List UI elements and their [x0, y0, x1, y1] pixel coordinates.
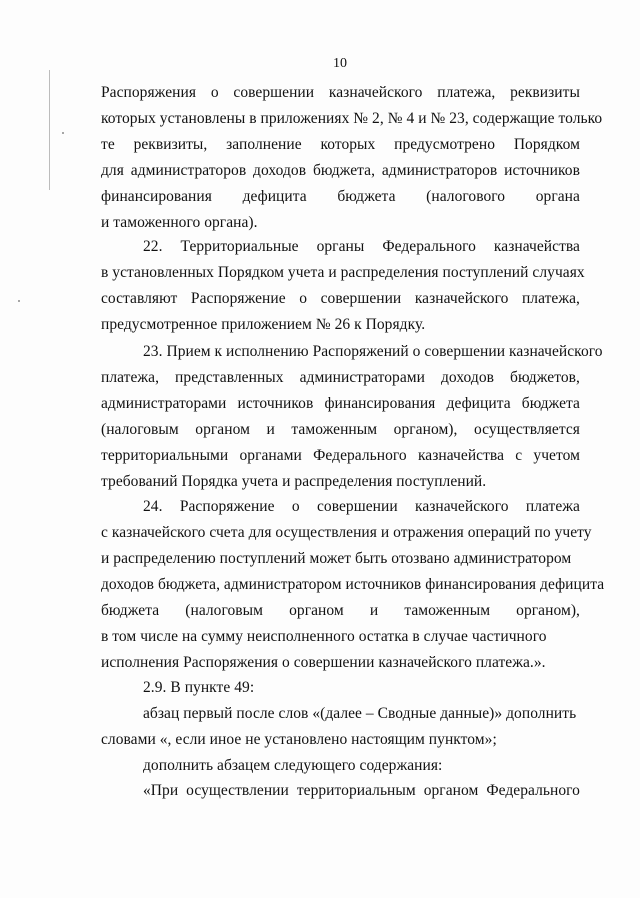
- word: платежа: [525, 498, 580, 515]
- word: источников: [504, 162, 580, 179]
- text-line: [101, 136, 580, 154]
- word: с: [515, 447, 523, 464]
- scan-speck: [62, 132, 64, 134]
- word: заполнение: [226, 136, 302, 153]
- text-line: 2.9. В пункте 49:: [143, 679, 255, 696]
- text-line: абзац первый после слов «(далее – Сводные данные)» дополнить: [143, 705, 577, 722]
- text-line: требований Порядка учета и распределения поступлений.: [101, 473, 487, 490]
- word: составляют: [101, 290, 178, 307]
- text-line: [143, 782, 580, 800]
- text-line: [101, 290, 580, 308]
- text-line: [101, 369, 580, 387]
- word: финансирования: [101, 188, 212, 205]
- text-line: и таможенного органа).: [101, 214, 258, 231]
- word: для: [101, 162, 124, 179]
- text-line: в том числе на сумму неисполненного остатка в случае частичного: [101, 628, 547, 645]
- word: казначейского: [414, 498, 509, 515]
- text-line: [101, 421, 580, 439]
- word: источников: [237, 395, 314, 412]
- word: администраторов: [381, 162, 498, 179]
- text-line: словами «, если иное не установлено настоящим пунктом»;: [101, 731, 497, 748]
- word: органы: [316, 238, 365, 255]
- text-line: доходов бюджета, администратором источников финансирования дефицита: [101, 576, 605, 593]
- word: Распоряжения: [101, 84, 197, 101]
- word: 24.: [143, 498, 163, 515]
- word: о: [210, 84, 219, 101]
- word: органом: [423, 782, 479, 799]
- word: платежа,: [521, 290, 580, 307]
- word: предусмотрено: [394, 136, 496, 153]
- word: Федерального: [382, 238, 476, 255]
- text-line: 23. Прием к исполнению Распоряжений о совершении казначейского: [143, 343, 603, 360]
- word: «При: [143, 782, 179, 799]
- text-line: исполнения Распоряжения о совершении казначейского платежа.».: [101, 654, 546, 671]
- scan-speck: [18, 300, 20, 302]
- word: те: [101, 136, 115, 153]
- word: (налоговым: [185, 602, 263, 619]
- word: территориальным: [296, 782, 416, 799]
- scan-edge-mark: [49, 70, 50, 190]
- text-line: в установленных Порядком учета и распределения поступлений случаях: [101, 264, 585, 281]
- word: дефицита: [242, 188, 307, 205]
- text-line: и распределению поступлений может быть отозвано администратором: [101, 550, 572, 567]
- word: учетом: [533, 447, 580, 464]
- text-line: дополнить абзацем следующего содержания:: [143, 757, 443, 774]
- word: и: [369, 602, 379, 619]
- word: совершении: [233, 84, 315, 101]
- word: Распоряжение: [190, 290, 286, 307]
- word: казначейского: [328, 84, 423, 101]
- word: органами: [239, 447, 302, 464]
- word: бюджета: [101, 602, 160, 619]
- word: 22.: [143, 238, 163, 255]
- word: бюджета,: [312, 162, 376, 179]
- word: казначейства: [417, 447, 505, 464]
- text-line: [101, 84, 580, 102]
- word: Федерального: [486, 782, 580, 799]
- word: Порядком: [513, 136, 580, 153]
- word: совершении: [320, 290, 402, 307]
- word: территориальными: [101, 447, 229, 464]
- text-line: [101, 395, 580, 413]
- word: органом: [195, 421, 250, 438]
- word: доходов: [253, 162, 307, 179]
- word: (налоговым: [101, 421, 179, 438]
- word: органом),: [516, 602, 580, 619]
- text-line: которых установлены в приложениях № 2, № 4 и № 23, содержащие только: [101, 110, 603, 127]
- word: представленных: [175, 369, 284, 386]
- word: администраторами: [101, 395, 227, 412]
- word: администраторами: [299, 369, 425, 386]
- word: дефицита: [446, 395, 511, 412]
- word: казначейства: [493, 238, 580, 255]
- word: таможенным: [291, 421, 378, 438]
- text-line: [101, 162, 580, 180]
- text-line: предусмотренное приложением № 26 к Порядку.: [101, 316, 426, 333]
- word: платежа,: [437, 84, 496, 101]
- page-number: 10: [333, 56, 347, 71]
- text-line: [101, 602, 580, 620]
- word: Территориальные: [180, 238, 299, 255]
- word: доходов: [440, 369, 495, 386]
- word: бюджета: [521, 395, 580, 412]
- text-line: [143, 498, 580, 516]
- word: осуществлении: [186, 782, 289, 799]
- word: совершении: [317, 498, 398, 515]
- word: Распоряжение: [179, 498, 275, 515]
- word: реквизиты: [510, 84, 580, 101]
- text-line: [101, 188, 580, 206]
- word: органа: [535, 188, 580, 205]
- word: реквизиты,: [133, 136, 208, 153]
- word: органом: [289, 602, 344, 619]
- word: осуществляется: [474, 421, 580, 438]
- text-line: [143, 238, 580, 256]
- word: которых: [320, 136, 376, 153]
- word: органом),: [393, 421, 458, 438]
- word: таможенным: [404, 602, 491, 619]
- word: казначейского: [414, 290, 509, 307]
- word: бюджета: [337, 188, 396, 205]
- word: Федерального: [313, 447, 407, 464]
- word: администраторов: [130, 162, 247, 179]
- word: и: [266, 421, 275, 438]
- word: о: [299, 290, 308, 307]
- word: бюджетов,: [510, 369, 580, 386]
- word: (налогового: [426, 188, 506, 205]
- word: о: [291, 498, 300, 515]
- text-line: [101, 447, 580, 465]
- word: финансирования: [324, 395, 436, 412]
- word: платежа,: [101, 369, 160, 386]
- text-line: с казначейского счета для осуществления и отражения операций по учету: [101, 524, 592, 541]
